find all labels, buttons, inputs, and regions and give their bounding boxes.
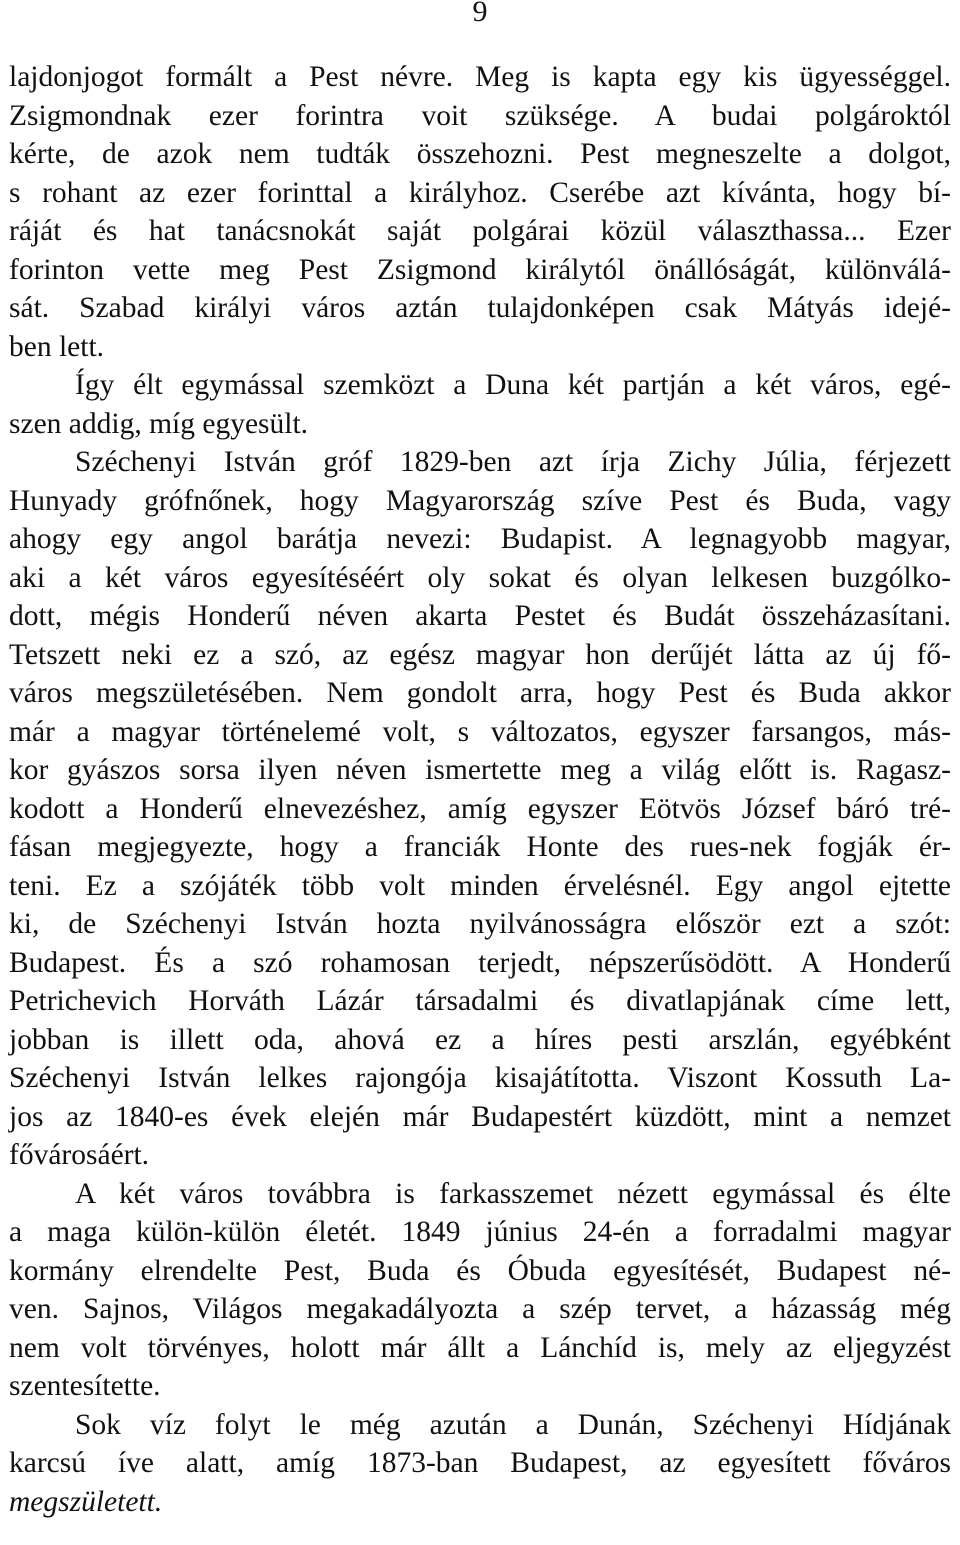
text-line: a maga külön-külön életét. 1849 június 24-én a forradalmi magyar [9,1216,951,1248]
text-line: teni. Ez a szójáték több volt minden érvelésnél. Egy angol ejtette [9,869,951,902]
text-line: karcsú íve alatt, amíg 1873-ban Budapest, az egyesített főváros [9,1447,951,1479]
paragraph [9,1175,951,1406]
text-line: aki a két város egyesítéséért oly sokat és olyan lelkesen buzgólko- [9,561,951,594]
text-line: lajdonjogot formált a Pest névre. Meg is kapta egy kis ügyességgel. [9,61,951,93]
text-line: Így élt egymással szemközt a Duna két partján a két város, egé- [75,369,951,401]
text-line: Budapest. És a szó rohamosan terjedt, népszerűsödött. A Honderű [9,946,951,979]
text-line: jos az 1840-es évek elején már Budapestért küzdött, mint a nemzet [9,1100,951,1133]
paragraph [9,443,951,1175]
text-line: Petrichevich Horváth Lázár társadalmi és divatlapjának címe lett, [9,985,951,1017]
page-number: 9 [472,0,488,28]
text-line: kérte, de azok nem tudták összehozni. Pest megneszelte a dolgot, [9,138,951,170]
text-line: nem volt törvényes, holott már állt a Lánchíd is, mely az eljegyzést [9,1331,951,1364]
text-line: már a magyar történelemé volt, s változatos, egyszer farsangos, más- [9,715,951,748]
text-line: Hunyady grófnőnek, hogy Magyarország szíve Pest és Buda, vagy [9,484,951,517]
text-line: Széchenyi István gróf 1829-ben azt írja Zichy Júlia, férjezett [75,446,951,478]
text-line: forinton vette meg Pest Zsigmond királytól önállóságát, különválá- [9,253,951,286]
paragraph [9,366,951,443]
text-line: ben lett. [9,330,105,363]
text-line: Zsigmondnak ezer forintra voit szüksége. A budai polgároktól [9,99,951,132]
text-line: megszületett. [9,1485,163,1518]
text-line: Sok víz folyt le még azután a Dunán, Széchenyi Hídjának [75,1408,951,1441]
text-line: kor gyászos sorsa ilyen néven ismertette meg a világ előtt is. Ragasz- [9,754,951,786]
text-line: ven. Sajnos, Világos megakadályozta a szép tervet, a házasság még [9,1293,951,1325]
paragraph [9,58,951,366]
text-line: fásan megjegyezte, hogy a franciák Honte des rues-nek fogják ér- [9,831,951,863]
text-line: sát. Szabad királyi város aztán tulajdonképen csak Mátyás idejé- [9,292,951,324]
text-line: Tetszett neki ez a szó, az egész magyar hon derűjét látta az új fő- [9,638,951,671]
text-line: kodott a Honderű elnevezéshez, amíg egyszer Eötvös József báró tré- [9,792,951,825]
text-line: kormány elrendelte Pest, Buda és Óbuda egyesítését, Budapest né- [9,1254,951,1287]
text-line: szentesítette. [9,1370,161,1402]
text-line: Széchenyi István lelkes rajongója kisajátította. Viszont Kossuth La- [9,1062,951,1094]
text-line: ahogy egy angol barátja nevezi: Budapist. A legnagyobb magyar, [9,523,951,555]
text-line: ráját és hat tanácsnokát saját polgárai közül választhassa... Ezer [9,215,951,247]
document-body [9,58,951,1521]
text-line: jobban is illett oda, ahová ez a híres pesti arszlán, egyébként [9,1023,951,1056]
text-line: város megszületésében. Nem gondolt arra, hogy Pest és Buda akkor [9,677,951,709]
text-line: fővárosáért. [9,1139,150,1171]
text-line: ki, de Széchenyi István hozta nyilvánosságra először ezt a szót: [9,908,951,940]
text-line: dott, mégis Honderű néven akarta Pestet és Budát összeházasítani. [9,600,951,632]
paragraph [9,1406,951,1522]
text-line: szen addig, míg egyesült. [9,407,309,440]
text-line: s rohant az ezer forinttal a királyhoz. Cserébe azt kívánta, hogy bí- [9,176,951,209]
text-line: A két város továbbra is farkasszemet nézett egymással és élte [75,1177,951,1210]
